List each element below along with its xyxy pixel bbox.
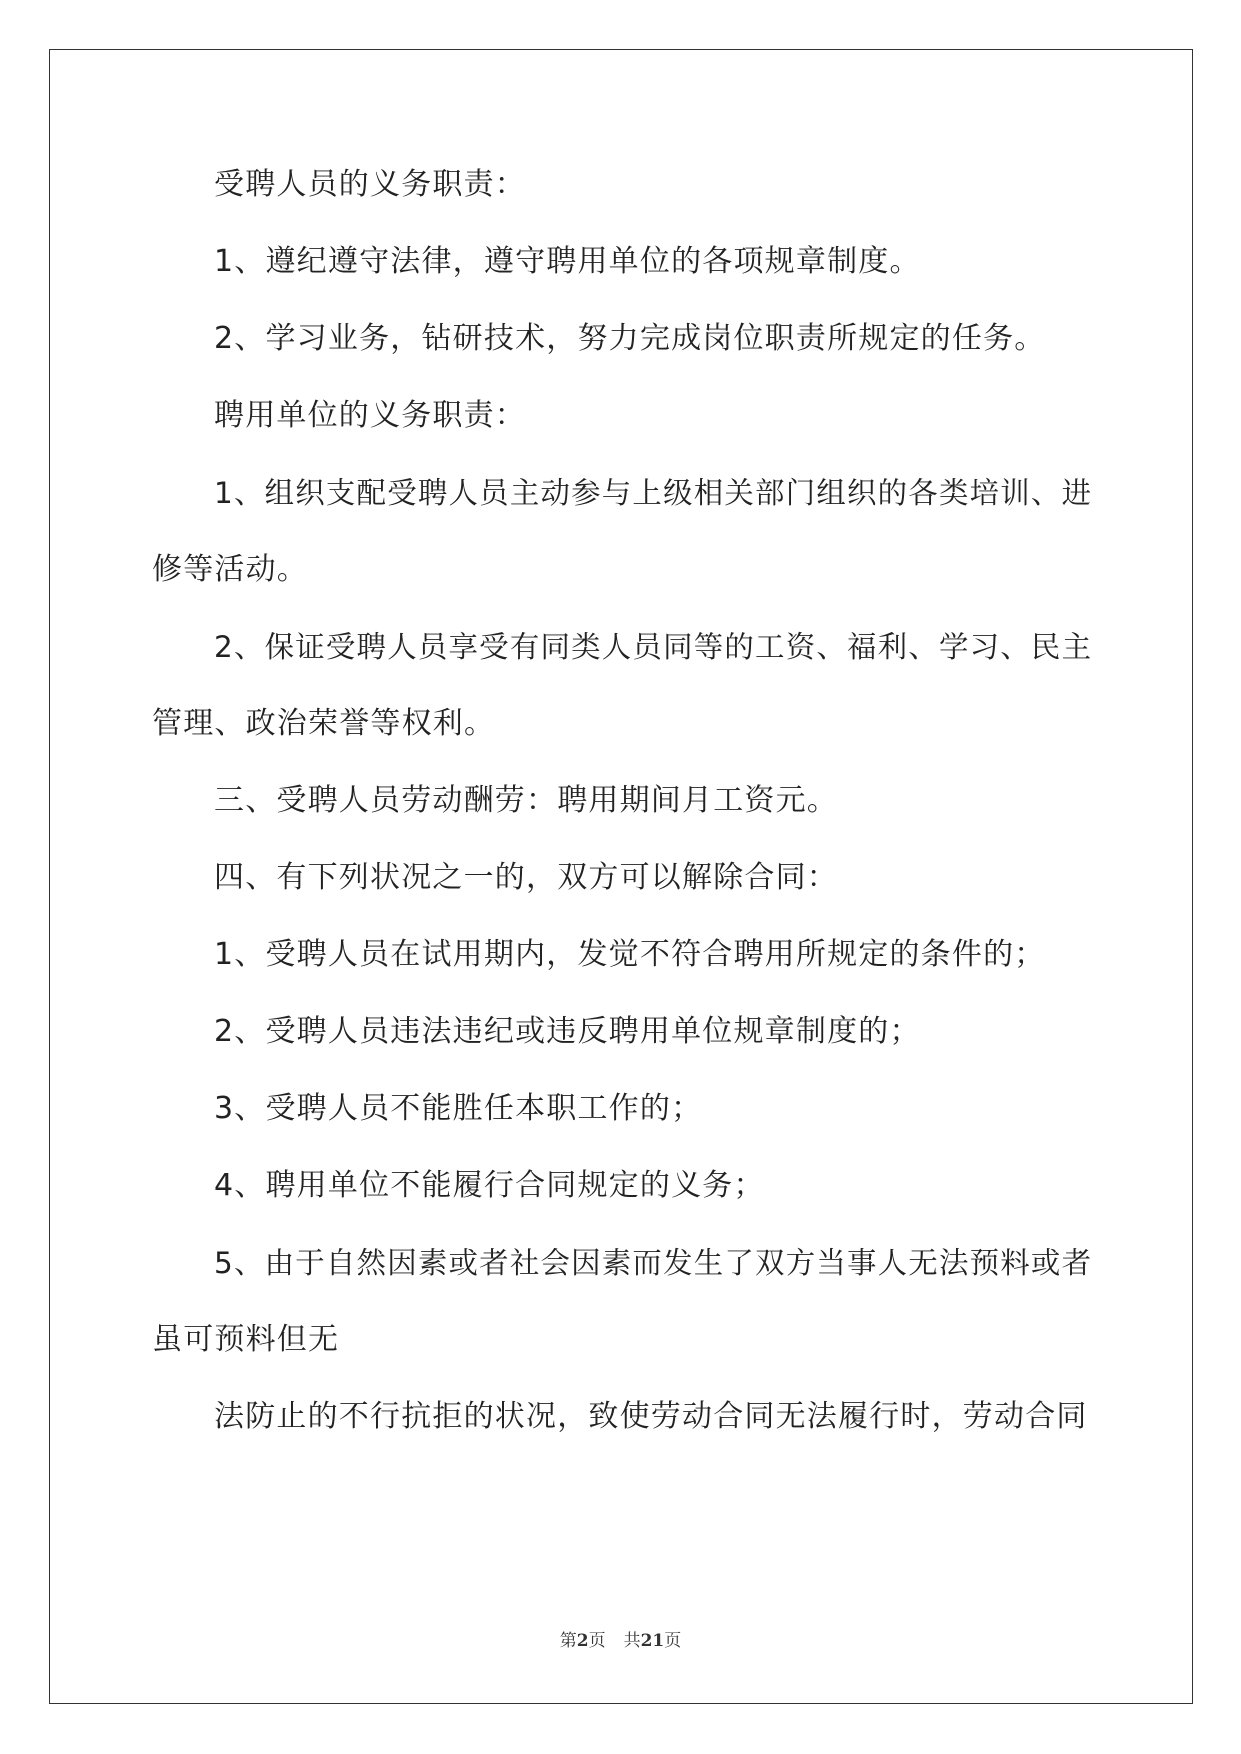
paragraph: 三、受聘人员劳动酬劳：聘用期间月工资元。 [214, 783, 838, 818]
paragraph: 2、受聘人员违法违纪或违反聘用单位规章制度的； [214, 1014, 921, 1049]
paragraph: 2、学习业务，钻研技术，努力完成岗位职责所规定的任务。 [214, 321, 1046, 356]
paragraph: 法防止的不行抗拒的状况，致使劳动合同无法履行时，劳动合同 [214, 1399, 1088, 1434]
section-heading: 聘用单位的义务职责： [214, 398, 526, 433]
paragraph-continuation: 修等活动。 [152, 552, 308, 587]
paragraph: 4、聘用单位不能履行合同规定的义务； [214, 1168, 765, 1203]
paragraph: 1、遵纪遵守法律，遵守聘用单位的各项规章制度。 [214, 244, 921, 279]
total-suffix: 页 [664, 1631, 682, 1651]
paragraph: 3、受聘人员不能胜任本职工作的； [214, 1091, 703, 1126]
section-heading: 受聘人员的义务职责： [214, 167, 526, 202]
page-footer [0, 1629, 1241, 1653]
paragraph: 5、由于自然因素或者社会因素而发生了双方当事人无法预料或者 [214, 1246, 1093, 1280]
paragraph-continuation: 虽可预料但无 [152, 1322, 340, 1357]
paragraph-continuation: 管理、政治荣誉等权利。 [152, 706, 496, 741]
page-prefix: 第 [559, 1631, 577, 1651]
paragraph: 四、有下列状况之一的，双方可以解除合同： [214, 860, 838, 895]
paragraph: 1、受聘人员在试用期内，发觉不符合聘用所规定的条件的； [214, 937, 1046, 972]
page-number: 2 [576, 1631, 589, 1651]
paragraph: 2、保证受聘人员享受有同类人员同等的工资、福利、学习、民主 [214, 630, 1093, 664]
paragraph: 1、组织支配受聘人员主动参与上级相关部门组织的各类培训、进 [214, 476, 1093, 510]
total-pages: 21 [640, 1631, 665, 1651]
page-suffix: 页 [588, 1631, 606, 1651]
total-prefix: 共 [623, 1631, 641, 1651]
